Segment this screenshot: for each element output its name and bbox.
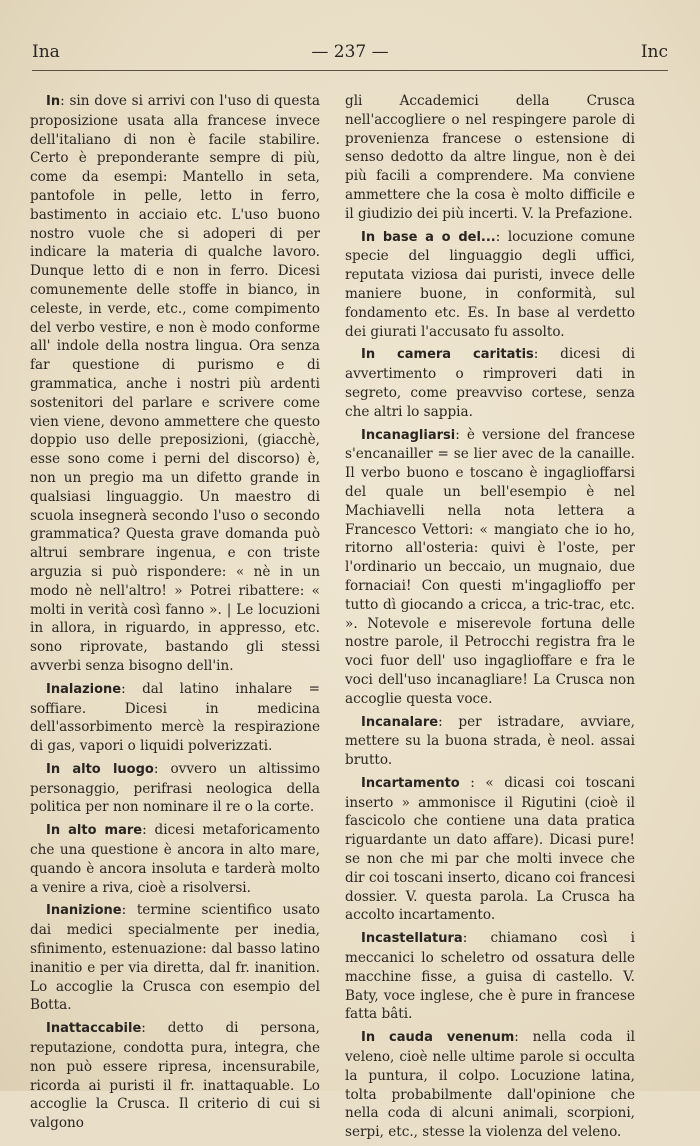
entry-headword: In base a o del... xyxy=(361,229,496,245)
entry-text: per istradare, avviare, mettere su la buona strada, è neol. assai brutto. xyxy=(345,713,635,769)
header-rule xyxy=(32,70,668,71)
entry: Inanizione: termine scientifico usato dai medici specialmente per inedia, sfinimento, estenuazione: dal basso latino inanitio e per via diretta, dal fr. inanition. Lo accoglie la Crusca con esempio del Botta. xyxy=(30,902,320,1014)
entry-text: sin dove si arrivi con l'uso di questa proposizione usata alla francese invece dell'italiano di non è facile stabilire. Certo è preponderante sempre di più, come da esempi: Mantello in seta, pantofole in pelle, letto in ferro, bastimento in acciaio etc. L'uso buono nostro vuole che si adoperi di per indicare la materia di qualche lavoro. Dunque letto di e non in ferro. Dicesi comunemente delle stoffe in bianco, in celeste, in verde, etc., come compimento del verbo vestire, e non è modo conforme all' indole della nostra lingua. Ora senza far questione di purismo e di grammatica, anche i nostri più ardenti sostenitori del parlare e scrivere come vien viene, devono ammettere che questo doppio uso delle preposizioni, (giacchè, esse sono come i perni del discorso) è, non un pregio ma un difetto grande in qualsiasi linguaggio. Un maestro di scuola insegnerà secondo l'uso o secondo grammatica? Questa grave domanda può altrui sembrare ingenua, e con triste arguzia si può rispondere: « nè in un modo nè nell'altro! » Potrei ribattere: « molti in verità così fanno ». | Le locuzioni in allora, in riguardo, in appresso, etc. sono riprovate, bastando gli stessi avverbi senza bisogno dell'in. xyxy=(30,93,320,674)
entry-headword: In cauda venenum xyxy=(361,1030,515,1046)
entry: Inattaccabile: detto di persona, reputazione, condotta pura, integra, che non può essere ripresa, incensurabile, ricorda ai puristi il fr. inattaquable. Lo accoglie la Crusca. Il criterio di cui si valgono xyxy=(30,1020,320,1132)
entry-text: gli Accademici della Crusca nell'accogliere o nel respingere parole di provenienza francese o estensione di senso dedotto da altre lingue, non è dei più facili a comprendere. Ma conviene ammettere che la cosa è molto difficile e il giudizio dei più incerti. V. la Prefazione. xyxy=(345,93,635,222)
entry-text: chiamano così i meccanici lo scheletro od ossatura delle macchine fisse, a guisa di castello. V. Baty, voce inglese, che è pure in francese fatta bâti. xyxy=(345,930,635,1023)
header-left-guide-word: Ina xyxy=(32,42,60,62)
header-right-guide-word: Inc xyxy=(640,42,668,62)
left-column xyxy=(30,92,320,1137)
entry-text: termine scientifico usato dai medici specialmente per inedia, sfinimento, estenuazione: dal basso latino inanitio e per via diretta, dal fr. inanition. Lo accoglie la Crusca con esempio del Botta. xyxy=(30,902,320,1014)
entry: Incastellatura: chiamano così i meccanici lo scheletro od ossatura delle macchine fisse, a guisa di castello. V. Baty, voce inglese, che è pure in francese fatta bâti. xyxy=(345,930,635,1023)
entry-continuation xyxy=(345,92,635,224)
entry: Incartamento : « dicasi coi toscani inserto » ammonisce il Rigutini (cioè il fascicolo che contiene una data pratica riguardante un dato affare). Dicasi pure! se non che mi par che molti invece che dir coi toscani inserto, dicano coi francesi dossier. V. questa parola. La Crusca ha accolto incartamento. xyxy=(345,774,635,924)
entry-text: « dicasi coi toscani inserto » ammonisce il Rigutini (cioè il fascicolo che contiene una data pratica riguardante un dato affare). Dicasi pure! se non che mi par che molti invece che dir coi toscani inserto, dicano coi francesi dossier. V. questa parola. La Crusca ha accolto incartamento. xyxy=(345,774,635,924)
entry-headword: Inalazione xyxy=(46,681,122,697)
entry: Incanagliarsi: è versione del francese s'encanailler = se lier avec de la canaille. Il verbo buono e toscano è ingaglioffarsi del quale un bell'esempio è nel Machiavelli nella nota lettera a Francesco Vettori: « mangiato che io ho, ritorno all'osteria: quivi è l'oste, per l'ordinario un beccaio, un mugnaio, due fornaciai! Con questi m'ingaglioffo per tutto dì giocando a cricca, a tric-trac, etc. ». Notevole e miserevole fortuna delle nostre parole, il Petrocchi registra fra le voci fuor dell' uso ingaglioffare e fra le voci dell'uso incanagliare! La Crusca non accoglie questa voce. xyxy=(345,426,635,707)
entry: In alto mare: dicesi metaforicamento che una questione è ancora in alto mare, quando è ancora insoluta e tarderà molto a venire a riva, cioè a risolversi. xyxy=(30,822,320,896)
entry-text: locuzione comune specie del linguaggio degli uffici, reputata viziosa dai puristi, invece delle maniere buone, in conformità, sul fondamento etc. Es. In base al verdetto dei giurati l'accusato fu assolto. xyxy=(345,228,635,340)
entry-headword: Incanalare xyxy=(361,714,439,730)
entry-headword: In camera caritatis xyxy=(361,347,534,363)
right-column xyxy=(345,92,635,1146)
entry-headword: Inanizione xyxy=(46,903,122,919)
entry-text: è versione del francese s'encanailler = se lier avec de la canaille. Il verbo buono e toscano è ingaglioffarsi del quale un bell'esempio è nel Machiavelli nella nota lettera a Francesco Vettori: « mangiato che io ho, ritorno all'osteria: quivi è l'oste, per l'ordinario un beccaio, un mugnaio, due fornaciai! Con questi m'ingaglioffo per tutto dì giocando a cricca, a tric-trac, etc. ». Notevole e miserevole fortuna delle nostre parole, il Petrocchi registra fra le voci fuor dell' uso ingaglioffare e fra le voci dell'uso incanagliare! La Crusca non accoglie questa voce. xyxy=(345,426,635,707)
entry: In cauda venenum: nella coda il veleno, cioè nelle ultime parole si occulta la puntura, il colpo. Locuzione latina, tolta probabilmente dall'opinione che nella coda di alcuni animali, scorpioni, serpi, etc., stesse la violenza del veleno. xyxy=(345,1029,636,1141)
entry-headword: In alto mare xyxy=(46,823,143,839)
entry-text: ovvero un altissimo personaggio, perifrasi neologica della politica per non nominare il re o la corte. xyxy=(30,760,321,816)
entry: Incanalare: per istradare, avviare, mettere su la buona strada, è neol. assai brutto. xyxy=(345,713,635,769)
entry: Inalazione: dal latino inhalare = soffiare. Dicesi in medicina dell'assorbimento mercè la respirazione di gas, vapori o liquidi polverizzati. xyxy=(30,680,320,755)
entry-text: detto di persona, reputazione, condotta pura, integra, che non può essere ripresa, incensurabile, ricorda ai puristi il fr. inattaquable. Lo accoglie la Crusca. Il criterio di cui si valgono xyxy=(30,1020,320,1132)
entry-headword: Incartamento xyxy=(361,775,460,791)
entry-headword: Incastellatura xyxy=(361,931,463,947)
entry-text: nella coda il veleno, cioè nelle ultime parole si occulta la puntura, il colpo. Locuzione latina, tolta probabilmente dall'opinione che nella coda di alcuni animali, scorpioni, serpi, etc., stesse la violenza del veleno. xyxy=(345,1029,636,1141)
entry-headword: In xyxy=(46,94,61,109)
entry-headword: Incanagliarsi xyxy=(361,427,456,443)
entry: In: sin dove si arrivi con l'uso di questa proposizione usata alla francese invece dell'italiano di non è facile stabilire. Certo è preponderante sempre di più, come da esempi: Mantello in seta, pantofole in pelle, letto in ferro, bastimento in acciaio etc. L'uso buono nostro vuole che si adoperi di per indicare la materia di qualche lavoro. Dunque letto di e non in ferro. Dicesi comunemente delle stoffe in bianco, in celeste, in verde, etc., come compimento del verbo vestire, e non è modo conforme all' indole della nostra lingua. Ora senza far questione di purismo e di grammatica, anche i nostri più ardenti sostenitori del parlare e scrivere come vien viene, devono ammettere che questo doppio uso delle preposizioni, (giacchè, esse sono come i perni del discorso) è, non un pregio ma un difetto grande in qualsiasi linguaggio. Un maestro di scuola insegnerà secondo l'uso o secondo grammatica? Questa grave domanda può altrui sembrare ingenua, e con triste arguzia si può rispondere: « nè in un modo nè nell'altro! » Potrei ribattere: « molti in verità così fanno ». | Le locuzioni in allora, in riguardo, in appresso, etc. sono riprovate, bastando gli stessi avverbi senza bisogno dell'in. xyxy=(30,93,320,674)
entry: In alto luogo: ovvero un altissimo personaggio, perifrasi neologica della politica per non nominare il re o la corte. xyxy=(30,760,321,816)
entry-text: dicesi metaforicamento che una questione è ancora in alto mare, quando è ancora insoluta e tarderà molto a venire a riva, cioè a risolversi. xyxy=(30,822,320,896)
entry-headword: In alto luogo xyxy=(46,761,154,777)
entry-headword: Inattaccabile xyxy=(46,1021,142,1037)
entry: In base a o del...: locuzione comune specie del linguaggio degli uffici, reputata viziosa dai puristi, invece delle maniere buone, in conformità, sul fondamento etc. Es. In base al verdetto dei giurati l'accusato fu assolto. xyxy=(345,228,635,340)
entry-text: dicesi di avvertimento o rimproveri dati in segreto, come preavviso cortese, senza che altri lo sappia. xyxy=(345,346,635,420)
entry: In camera caritatis: dicesi di avvertimento o rimproveri dati in segreto, come preavviso cortese, senza che altri lo sappia. xyxy=(345,346,635,420)
running-header xyxy=(32,42,668,68)
entry-text: dal latino inhalare = soffiare. Dicesi in medicina dell'assorbimento mercè la respirazione di gas, vapori o liquidi polverizzati. xyxy=(30,680,320,755)
page-number: — 237 — xyxy=(311,42,389,62)
